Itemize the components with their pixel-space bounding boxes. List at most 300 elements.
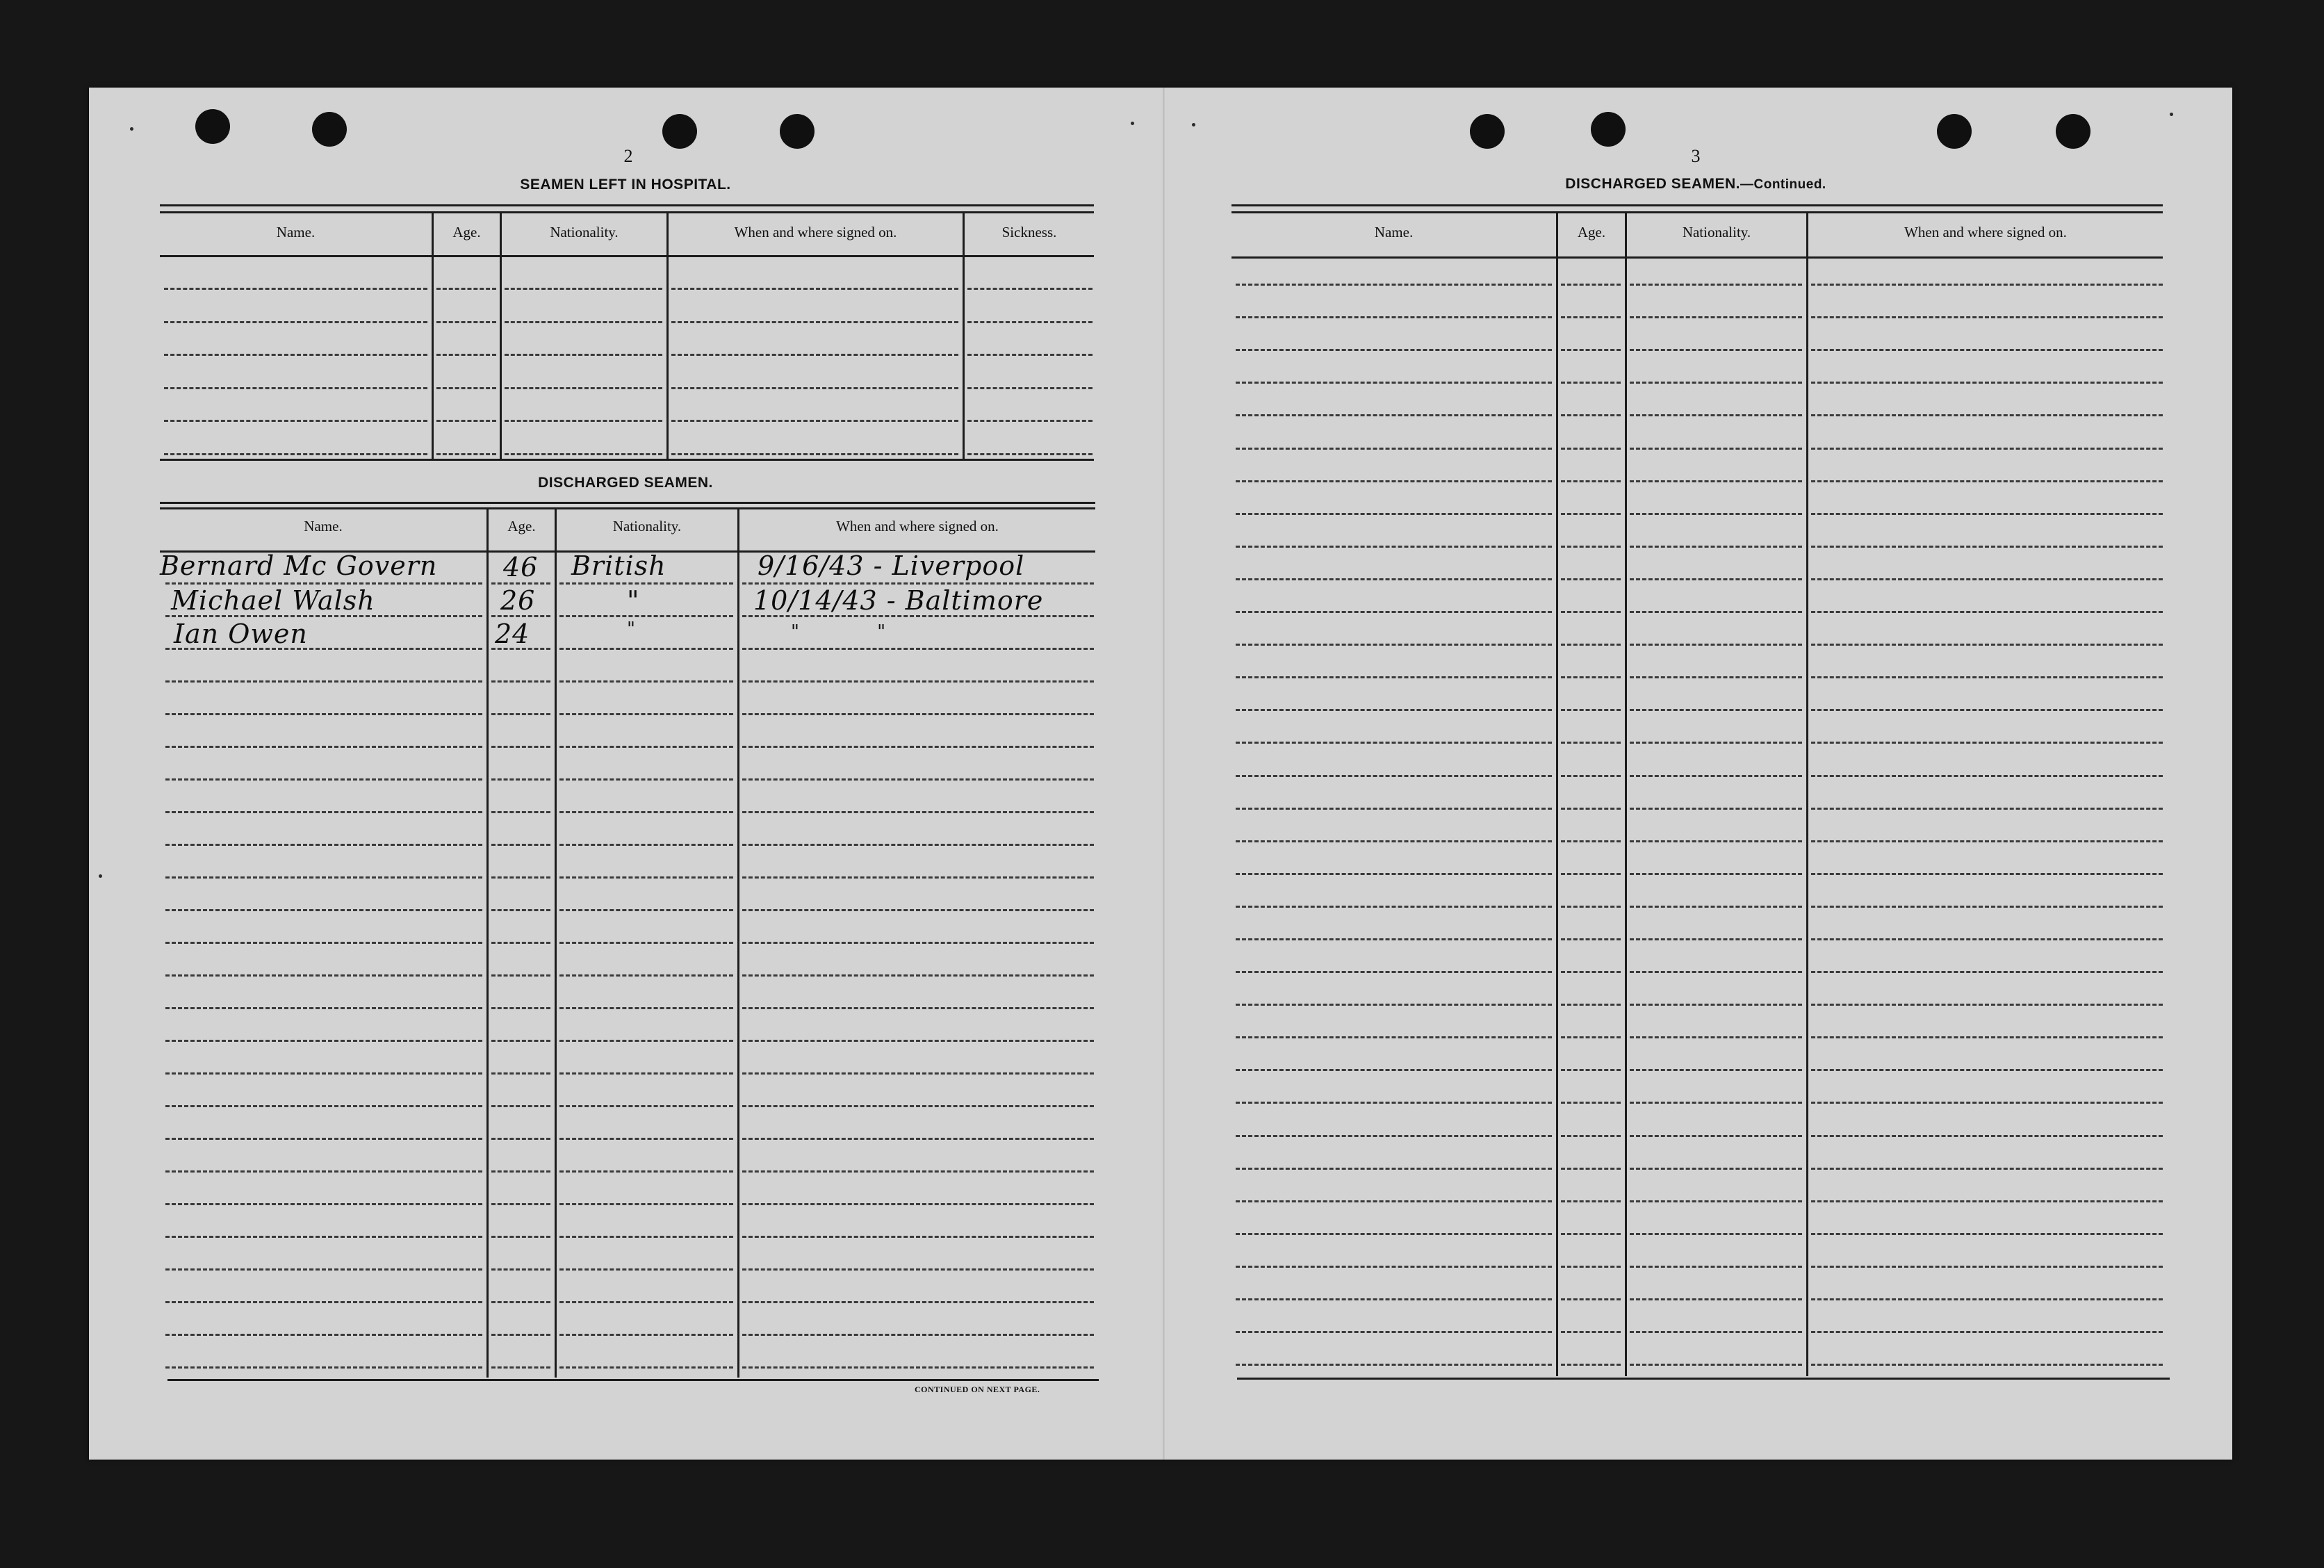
ruled-line (559, 746, 733, 748)
punch-hole (1591, 112, 1626, 147)
right-header-name: Name. (1374, 224, 1414, 240)
ruled-line (165, 1170, 482, 1173)
hospital-col-divider (432, 213, 434, 460)
ruled-line (967, 321, 1093, 323)
ruled-line (1811, 644, 2163, 646)
ruled-line (671, 321, 958, 323)
ruled-line (1630, 1004, 1802, 1006)
hospital-header-rule (160, 255, 1094, 257)
ruled-line (1236, 1036, 1552, 1038)
ruled-line (742, 1268, 1094, 1271)
ruled-line (491, 844, 550, 846)
ruled-line (671, 387, 958, 389)
hospital-bottom-rule (160, 459, 1094, 461)
punch-hole (312, 112, 347, 147)
hospital-col-divider (500, 213, 502, 460)
ruled-line (1630, 316, 1802, 318)
page-fold (1163, 88, 1165, 1460)
ruled-line (1630, 1233, 1802, 1235)
entry-signed-on: 9/16/43 - Liverpool (758, 550, 1025, 581)
ruled-line (1561, 480, 1621, 482)
ruled-line (1630, 676, 1802, 678)
right-col-divider (1625, 213, 1627, 1376)
ruled-line (1236, 513, 1552, 515)
ruled-line (1811, 546, 2163, 548)
ruled-line (491, 1236, 550, 1238)
ruled-line (1236, 906, 1552, 908)
ruled-line (1630, 611, 1802, 613)
right-col-divider (1556, 213, 1558, 1376)
ruled-line (742, 876, 1094, 879)
right-col-divider (1806, 213, 1808, 1376)
ruled-line (1630, 709, 1802, 711)
ruled-line (1236, 709, 1552, 711)
ruled-line (1630, 1266, 1802, 1268)
ruled-line (1561, 349, 1621, 351)
ruled-line (967, 354, 1093, 356)
ruled-line (165, 1105, 482, 1107)
ruled-line (559, 811, 733, 813)
ruled-line (967, 387, 1093, 389)
ruled-line (967, 453, 1093, 455)
ruled-line (742, 1334, 1094, 1336)
ruled-line (967, 288, 1093, 290)
ruled-line (1236, 1168, 1552, 1170)
ruled-line (491, 713, 550, 715)
ruled-line (1630, 578, 1802, 580)
ruled-line (1630, 349, 1802, 351)
ruled-line (1811, 316, 2163, 318)
ruled-line (1561, 382, 1621, 384)
ruled-line (1236, 382, 1552, 384)
ruled-line (1236, 873, 1552, 875)
discharged-col-divider (486, 509, 489, 1378)
ruled-line (559, 876, 733, 879)
ruled-line (1236, 742, 1552, 744)
ruled-line (1561, 1266, 1621, 1268)
ruled-line (742, 1236, 1094, 1238)
ruled-line (164, 354, 427, 356)
ruled-line (491, 582, 550, 585)
discharged-header-nationality: Nationality. (612, 518, 682, 534)
ruled-line (164, 387, 427, 389)
ruled-line (491, 1007, 550, 1009)
ruled-line (1561, 1036, 1621, 1038)
ruled-line (559, 1366, 733, 1369)
ruled-line (1630, 840, 1802, 842)
entry-nationality: British (571, 550, 666, 581)
right-section-title (1487, 176, 1904, 193)
punch-hole (1470, 114, 1505, 149)
ruled-line (1811, 1168, 2163, 1170)
ruled-line (742, 909, 1094, 911)
ruled-line (1630, 1135, 1802, 1137)
ruled-line (742, 582, 1094, 585)
ruled-line (1811, 1233, 2163, 1235)
ruled-line (491, 1334, 550, 1336)
ruled-line (1561, 513, 1621, 515)
ruled-line (165, 680, 482, 683)
ruled-line (165, 1366, 482, 1369)
ruled-line (1630, 546, 1802, 548)
ruled-line (491, 778, 550, 781)
ruled-line (559, 844, 733, 846)
ruled-line (1236, 1102, 1552, 1104)
ruled-line (1561, 742, 1621, 744)
ruled-line (1561, 414, 1621, 416)
entry-name: Michael Walsh (171, 585, 375, 616)
ruled-line (742, 1007, 1094, 1009)
ruled-line (1811, 1036, 2163, 1038)
ruled-line (505, 453, 662, 455)
ruled-line (165, 974, 482, 977)
right-header-signed-on: When and where signed on. (1904, 224, 2067, 240)
punch-hole (662, 114, 697, 149)
ruled-line (559, 1007, 733, 1009)
entry-name: Ian Owen (174, 619, 308, 649)
ruled-line (1561, 840, 1621, 842)
ruled-line (165, 1203, 482, 1205)
ruled-line (1630, 513, 1802, 515)
ruled-line (742, 746, 1094, 748)
ruled-line (1561, 1233, 1621, 1235)
right-top-rule (1231, 204, 2163, 206)
ruled-line (559, 1203, 733, 1205)
ruled-line (436, 387, 496, 389)
entry-nationality: " (627, 619, 636, 639)
ruled-line (1630, 1298, 1802, 1300)
ruled-line (1811, 1102, 2163, 1104)
ruled-line (1811, 1298, 2163, 1300)
ruled-line (1561, 448, 1621, 450)
ruled-line (1236, 938, 1552, 940)
ruled-line (559, 1072, 733, 1075)
ruled-line (491, 974, 550, 977)
hospital-top-rule-2 (160, 211, 1094, 213)
ruled-line (742, 1203, 1094, 1205)
right-section-title-main: DISCHARGED SEAMEN. (1565, 176, 1740, 192)
hospital-col-divider (963, 213, 965, 460)
discharged-top-rule-2 (160, 507, 1095, 509)
ruled-line (1811, 448, 2163, 450)
speck (99, 874, 102, 878)
ruled-line (165, 1334, 482, 1336)
ruled-line (1630, 414, 1802, 416)
ruled-line (1811, 1200, 2163, 1202)
right-top-rule-2 (1231, 211, 2163, 213)
speck (2170, 113, 2173, 116)
ruled-line (165, 876, 482, 879)
ruled-line (1811, 840, 2163, 842)
ruled-line (1561, 1364, 1621, 1366)
ruled-line (165, 778, 482, 781)
punch-hole (1937, 114, 1972, 149)
ruled-line (559, 974, 733, 977)
ruled-line (1561, 709, 1621, 711)
ruled-line (1811, 611, 2163, 613)
ruled-line (559, 1040, 733, 1042)
ruled-line (559, 680, 733, 683)
ruled-line (742, 1366, 1094, 1369)
ruled-line (742, 1105, 1094, 1107)
ruled-line (165, 746, 482, 748)
ruled-line (491, 1072, 550, 1075)
ruled-line (1811, 1331, 2163, 1333)
ruled-line (1630, 1069, 1802, 1071)
ruled-line (1236, 349, 1552, 351)
entry-nationality: " (627, 585, 640, 616)
ruled-line (1630, 1364, 1802, 1366)
ruled-line (1236, 316, 1552, 318)
ruled-line (1630, 382, 1802, 384)
ruled-line (742, 811, 1094, 813)
ruled-line (1561, 578, 1621, 580)
ruled-line (1811, 906, 2163, 908)
ruled-line (1561, 1298, 1621, 1300)
ruled-line (967, 420, 1093, 422)
ruled-line (1561, 611, 1621, 613)
ruled-line (1561, 906, 1621, 908)
ruled-line (1811, 1069, 2163, 1071)
ruled-line (1811, 971, 2163, 973)
ruled-line (1236, 775, 1552, 777)
ruled-line (1811, 808, 2163, 810)
ruled-line (505, 420, 662, 422)
speck (1192, 123, 1195, 126)
ruled-line (436, 288, 496, 290)
ruled-line (1236, 1298, 1552, 1300)
ruled-line (1561, 808, 1621, 810)
ruled-line (491, 811, 550, 813)
discharged-bottom-rule (167, 1379, 1099, 1381)
document-paper (89, 88, 2232, 1460)
page-number-right: 3 (1691, 146, 1701, 166)
ruled-line (165, 909, 482, 911)
ruled-line (559, 778, 733, 781)
ruled-line (1561, 1102, 1621, 1104)
ruled-line (1811, 1135, 2163, 1137)
ruled-line (742, 974, 1094, 977)
ruled-line (1811, 709, 2163, 711)
discharged-top-rule (160, 502, 1095, 504)
ruled-line (165, 713, 482, 715)
ruled-line (1630, 873, 1802, 875)
ruled-line (436, 321, 496, 323)
ruled-line (1811, 382, 2163, 384)
ruled-line (1630, 775, 1802, 777)
ruled-line (1236, 1004, 1552, 1006)
ruled-line (491, 876, 550, 879)
ruled-line (436, 354, 496, 356)
ruled-line (1236, 840, 1552, 842)
ruled-line (1561, 1069, 1621, 1071)
ruled-line (1630, 644, 1802, 646)
ruled-line (1630, 448, 1802, 450)
ruled-line (1236, 284, 1552, 286)
ruled-line (559, 909, 733, 911)
ruled-line (491, 1203, 550, 1205)
ruled-line (1630, 906, 1802, 908)
ruled-line (559, 1138, 733, 1140)
ruled-line (559, 1334, 733, 1336)
hospital-header-nationality: Nationality. (550, 224, 619, 240)
ruled-line (742, 1040, 1094, 1042)
ruled-line (1811, 938, 2163, 940)
ruled-line (491, 942, 550, 944)
right-section-title-continued: —Continued. (1740, 177, 1826, 192)
ruled-line (491, 1105, 550, 1107)
ruled-line (165, 1072, 482, 1075)
ruled-line (559, 648, 733, 650)
ruled-line (1811, 1004, 2163, 1006)
ruled-line (1236, 1266, 1552, 1268)
ruled-line (165, 1268, 482, 1271)
ruled-line (1236, 480, 1552, 482)
ruled-line (165, 1236, 482, 1238)
ruled-line (671, 354, 958, 356)
ruled-line (1236, 578, 1552, 580)
ruled-line (1561, 775, 1621, 777)
ruled-line (742, 713, 1094, 715)
ruled-line (165, 1138, 482, 1140)
ruled-line (742, 778, 1094, 781)
ruled-line (559, 1170, 733, 1173)
ruled-line (436, 453, 496, 455)
ruled-line (671, 453, 958, 455)
right-header-age: Age. (1577, 224, 1606, 240)
entry-name: Bernard Mc Govern (160, 550, 438, 581)
discharged-col-divider (555, 509, 557, 1378)
ruled-line (742, 1170, 1094, 1173)
page-number-left: 2 (623, 146, 633, 166)
ruled-line (1811, 873, 2163, 875)
ruled-line (164, 288, 427, 290)
ruled-line (1561, 873, 1621, 875)
ruled-line (1630, 808, 1802, 810)
ruled-line (1811, 742, 2163, 744)
ruled-line (671, 420, 958, 422)
ruled-line (1630, 1102, 1802, 1104)
ruled-line (1811, 1364, 2163, 1366)
hospital-section-title: SEAMEN LEFT IN HOSPITAL. (520, 177, 731, 193)
ruled-line (165, 1040, 482, 1042)
ruled-line (742, 942, 1094, 944)
ruled-line (1236, 546, 1552, 548)
ruled-line (1811, 775, 2163, 777)
ruled-line (164, 453, 427, 455)
ruled-line (505, 321, 662, 323)
entry-age: 24 (495, 619, 530, 649)
right-header-nationality: Nationality. (1682, 224, 1751, 240)
ruled-line (1561, 546, 1621, 548)
ruled-line (1811, 676, 2163, 678)
ruled-line (491, 1268, 550, 1271)
ruled-line (1236, 1233, 1552, 1235)
ruled-line (742, 648, 1094, 650)
ruled-line (1630, 1036, 1802, 1038)
ruled-line (1236, 1331, 1552, 1333)
ruled-line (165, 582, 482, 585)
ruled-line (671, 288, 958, 290)
ruled-line (1236, 1135, 1552, 1137)
right-bottom-rule (1237, 1378, 2170, 1380)
ruled-line (491, 1301, 550, 1303)
ruled-line (491, 1040, 550, 1042)
entry-age: 26 (500, 585, 536, 616)
punch-hole (195, 109, 230, 144)
ruled-line (165, 1301, 482, 1303)
ruled-line (1236, 414, 1552, 416)
entry-age: 46 (503, 552, 539, 582)
hospital-header-name: Name. (276, 224, 316, 240)
ruled-line (1630, 284, 1802, 286)
ruled-line (1236, 971, 1552, 973)
ruled-line (491, 1138, 550, 1140)
punch-hole (780, 114, 815, 149)
ruled-line (1561, 676, 1621, 678)
ruled-line (1630, 1168, 1802, 1170)
ruled-line (1811, 513, 2163, 515)
ruled-line (1561, 644, 1621, 646)
ruled-line (559, 1301, 733, 1303)
discharged-section-title: DISCHARGED SEAMEN. (538, 475, 713, 491)
ruled-line (559, 1268, 733, 1271)
ruled-line (1236, 1364, 1552, 1366)
ruled-line (1561, 316, 1621, 318)
ruled-line (742, 844, 1094, 846)
ruled-line (1811, 349, 2163, 351)
ruled-line (1236, 676, 1552, 678)
ruled-line (1236, 808, 1552, 810)
ruled-line (165, 942, 482, 944)
ruled-line (505, 387, 662, 389)
ruled-line (1630, 938, 1802, 940)
right-header-rule (1231, 256, 2163, 259)
speck (1131, 122, 1134, 125)
ruled-line (1561, 284, 1621, 286)
hospital-col-divider (666, 213, 669, 460)
ruled-line (742, 1138, 1094, 1140)
ruled-line (559, 1105, 733, 1107)
ruled-line (1236, 1069, 1552, 1071)
ruled-line (1811, 414, 2163, 416)
ruled-line (165, 1007, 482, 1009)
ruled-line (491, 746, 550, 748)
ruled-line (1630, 742, 1802, 744)
ruled-line (1236, 448, 1552, 450)
ruled-line (559, 582, 733, 585)
ruled-line (559, 615, 733, 617)
ruled-line (742, 680, 1094, 683)
ruled-line (436, 420, 496, 422)
ruled-line (559, 942, 733, 944)
ruled-line (1236, 1200, 1552, 1202)
discharged-header-age: Age. (507, 518, 536, 534)
ruled-line (1811, 578, 2163, 580)
punch-hole (2056, 114, 2090, 149)
ruled-line (1811, 1266, 2163, 1268)
ruled-line (742, 1301, 1094, 1303)
ruled-line (491, 680, 550, 683)
ruled-line (1561, 1168, 1621, 1170)
ruled-line (742, 1072, 1094, 1075)
ruled-line (559, 713, 733, 715)
ruled-line (505, 354, 662, 356)
ruled-line (1561, 1200, 1621, 1202)
hospital-header-age: Age. (452, 224, 481, 240)
ruled-line (1561, 1331, 1621, 1333)
hospital-header-sickness: Sickness. (1001, 224, 1057, 240)
